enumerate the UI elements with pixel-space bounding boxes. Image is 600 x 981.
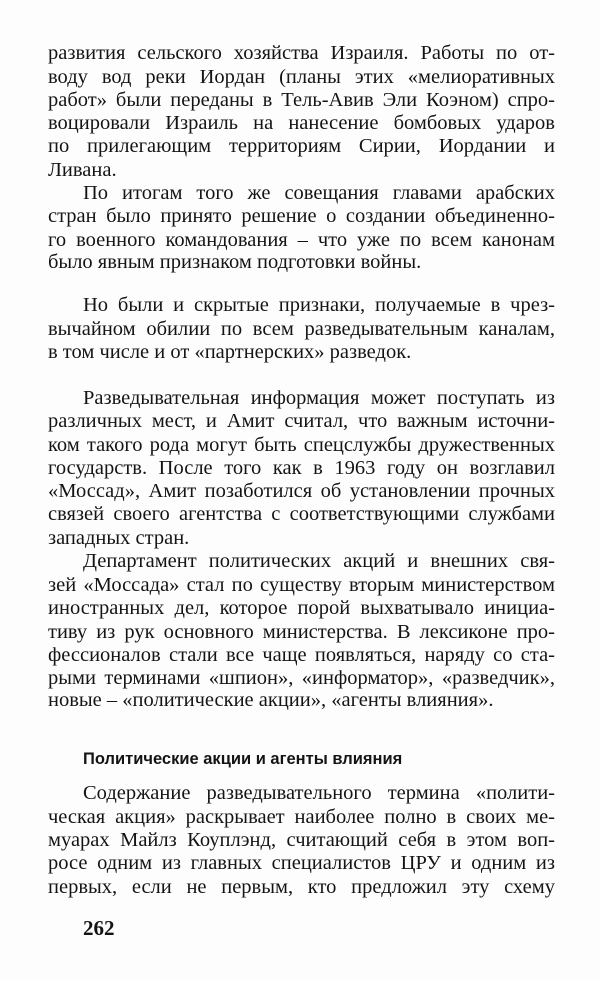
text-line: росе одним из главных специалистов ЦРУ и одним из [48,852,555,874]
text-line: По итогам того же совещания главами арабских [83,182,555,204]
text-line: Департамент политических акций и внешних свя- [83,550,555,572]
text-line: воду вод реки Иордан (планы этих «мелиоративных [48,66,555,88]
text-line: го военного командования – что уже по всем канонам [48,229,555,251]
page-number: 262 [83,916,115,940]
text-line: ком такого рода могут быть спецслужбы дружественных [48,434,555,456]
text-line: муарах Майлз Коуплэнд, считающий себя в этом воп- [48,829,555,851]
text-line: Ливана. [48,159,117,181]
section-heading: Политические акции и агенты влияния [83,750,403,768]
text-line: иностранных дел, которое порой выхватывало инициа- [48,597,555,619]
text-line: Но были и скрытые признаки, получаемые в чрез- [83,294,555,316]
text-line: работ» были переданы в Тель-Авив Эли Коэном) спро- [48,89,555,111]
text-line: связей своего агентства с соответствующими службами [48,503,555,525]
text-line: государств. После того как в 1963 году он возглавил [48,457,555,479]
text-line: Разведывательная информация может поступать из [83,387,555,409]
text-line: различных мест, и Амит считал, что важным источни- [48,410,555,432]
text-line: ческая акция» раскрывает наиболее полно в своих ме- [48,806,555,828]
text-line: западных стран. [48,527,190,549]
text-line: воцировали Израиль на нанесение бомбовых ударов [48,112,555,134]
text-line: по прилегающим территориям Сирии, Иордании и [48,135,555,157]
text-line: было явным признаком подготовки войны. [48,251,422,273]
text-line: «Моссад», Амит позаботился об установлении прочных [48,480,555,502]
text-line: вычайном обилии по всем разведывательным каналам, [48,318,555,340]
text-line: новые – «политические акции», «агенты влияния». [48,689,494,711]
text-line: фессионалов стали все чаще появляться, наряду со ста- [48,644,555,666]
text-line: первых, если не первым, кто предложил эту схему [48,876,555,898]
text-line: в том числе и от «партнерских» разведок. [48,341,412,363]
text-line: Содержание разведывательного термина «полити- [83,782,555,804]
text-line: зей «Моссада» стал по существу вторым министерством [48,574,555,596]
text-line: рыми терминами «шпион», «информатор», «разведчик», [48,667,555,689]
text-line: тиву из рук основного министерства. В лексиконе про- [48,621,555,643]
text-line: развития сельского хозяйства Израиля. Работы по от- [48,42,555,64]
text-line: стран было принято решение о создании объединенно- [48,205,555,227]
